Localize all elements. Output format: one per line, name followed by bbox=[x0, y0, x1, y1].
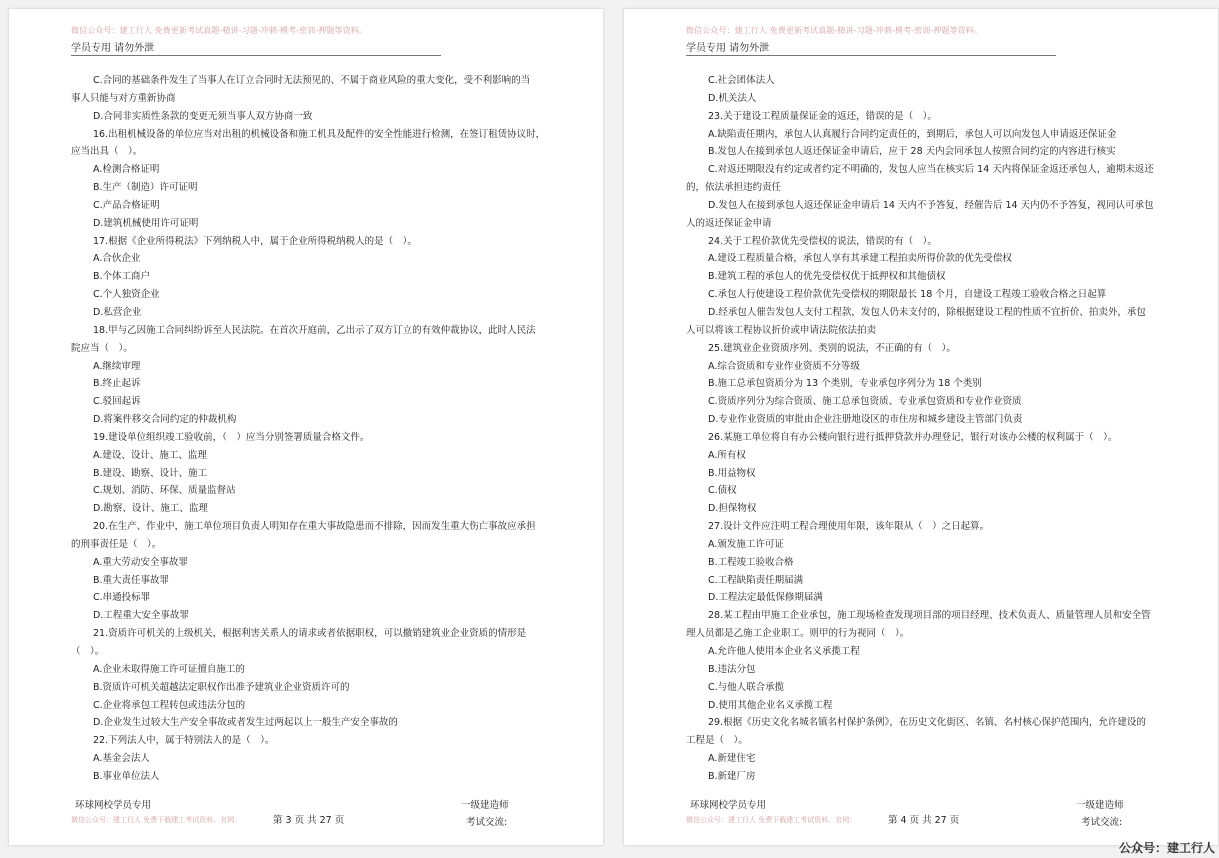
footer-exam-exchange: 考试交流: bbox=[1081, 817, 1123, 828]
answer-option: B.事业单位法人 bbox=[93, 770, 160, 782]
answer-option: A.新建住宅 bbox=[708, 753, 756, 765]
text-continuation: 理人员都是乙施工企业职工。则甲的行为视同（ ）。 bbox=[686, 628, 910, 640]
page-header: 学员专用 请勿外泄 bbox=[71, 39, 441, 56]
footer-school: 环球网校学员专用 bbox=[690, 800, 767, 811]
page-number: 第 4 页 共 27 页 bbox=[888, 815, 960, 826]
text-continuation: 的，依法承担违约责任 bbox=[686, 182, 782, 194]
answer-option: C.合同的基础条件发生了当事人在订立合同时无法预见的、不属于商业风险的重大变化，受不利影响的当 bbox=[93, 75, 531, 86]
answer-option: C.与他人联合承揽 bbox=[708, 681, 785, 693]
answer-option: A.建设工程质量合格，承包人享有其承建工程拍卖所得价款的优先受偿权 bbox=[708, 253, 1012, 265]
answer-option: B.施工总承包资质分为 13 个类别，专业承包序列分为 18 个类别 bbox=[708, 378, 982, 390]
answer-option: C.工程缺陷责任期届满 bbox=[708, 574, 804, 586]
answer-option: C.承包人行使建设工程价款优先受偿权的期限最长 18 个月，自建设工程竣工验收合格之日起算 bbox=[708, 289, 1107, 301]
footer-school: 环球网校学员专用 bbox=[75, 800, 152, 811]
question-text: 29.根据《历史文化名城名镇名村保护条例》，在历史文化街区、名镇、名村核心保护范围内，允许建设的 bbox=[708, 717, 1146, 729]
answer-option: A.重大劳动安全事故罪 bbox=[93, 556, 188, 568]
footer-exam-title: 一级建造师 bbox=[1076, 800, 1124, 811]
answer-option: D.建筑机械使用许可证明 bbox=[93, 217, 199, 229]
page-content bbox=[71, 72, 561, 786]
answer-option: B.生产（制造）许可证明 bbox=[93, 182, 198, 194]
answer-option: C.资质序列分为综合资质、施工总承包资质、专业承包资质和专业作业资质 bbox=[708, 396, 1022, 408]
footer-exam-title: 一级建造师 bbox=[461, 800, 509, 811]
question-text: 17.根据《企业所得税法》下列纳税人中，属于企业所得税纳税人的是（ ）。 bbox=[93, 235, 417, 247]
answer-option: C.债权 bbox=[708, 485, 737, 497]
answer-option: D.经承包人催告发包人支付工程款，发包人仍未支付的，除根据建设工程的性质不宜折价、拍卖外，承包 bbox=[708, 306, 1146, 318]
footer-watermark: 微信公众号：建工行人 免费下载建工考试资料。官网： bbox=[71, 816, 242, 824]
answer-option: C.串通投标罪 bbox=[93, 592, 151, 604]
question-text: 25.建筑业企业资质序列、类别的说法，不正确的有（ ）。 bbox=[708, 342, 956, 354]
answer-option: D.使用其他企业名义承揽工程 bbox=[708, 699, 833, 711]
answer-option: A.检测合格证明 bbox=[93, 164, 160, 176]
answer-option: D.勘察、设计、施工、监理 bbox=[93, 503, 208, 515]
answer-option: D.担保物权 bbox=[708, 503, 757, 515]
question-text: 20.在生产、作业中，施工单位项目负责人明知存在重大事故隐患而不排除，因而发生重大伤亡事故应承担 bbox=[93, 521, 536, 533]
answer-option: B.终止起诉 bbox=[93, 378, 141, 390]
text-continuation: 事人只能与对方重新协商 bbox=[71, 92, 176, 104]
answer-option: D.机关法人 bbox=[708, 92, 757, 104]
top-watermark: 微信公众号：建工行人 免费更新考试真题-精讲-习题-冲刺-模考-密训-押题等资料。 bbox=[686, 26, 982, 35]
answer-option: A.继续审理 bbox=[93, 360, 141, 372]
answer-option: B.建筑工程的承包人的优先受偿权优于抵押权和其他债权 bbox=[708, 271, 946, 283]
question-text: 19.建设单位组织竣工验收前，（ ）应当分别签署质量合格文件。 bbox=[93, 431, 370, 443]
answer-option: D.私营企业 bbox=[93, 306, 142, 318]
answer-option: B.用益物权 bbox=[708, 467, 756, 479]
page-number: 第 3 页 共 27 页 bbox=[273, 815, 345, 826]
answer-option: C.社会团体法人 bbox=[708, 75, 775, 86]
answer-option: D.将案件移交合同约定的仲裁机构 bbox=[93, 414, 237, 426]
answer-option: C.对返还期限没有约定或者约定不明确的，发包人应当在核实后 14 天内将保证金返还承包人，逾期未返还 bbox=[708, 164, 1154, 176]
answer-option: C.个人独资企业 bbox=[93, 289, 160, 301]
text-continuation: （ ）。 bbox=[71, 646, 105, 657]
answer-option: D.企业发生过较大生产安全事故或者发生过两起以上一般生产安全事故的 bbox=[93, 717, 398, 729]
answer-option: D.专业作业资质的审批由企业注册地设区的市住房和城乡建设主管部门负责 bbox=[708, 414, 1023, 426]
corner-watermark: 公众号：建工行人 bbox=[1118, 841, 1215, 855]
page-header: 学员专用 请勿外泄 bbox=[686, 39, 1056, 56]
question-text: 21.资质许可机关的上级机关，根据利害关系人的请求或者依据职权，可以撤销建筑业企业资质的情形是 bbox=[93, 628, 527, 640]
answer-option: B.重大责任事故罪 bbox=[93, 574, 170, 586]
answer-option: C.产品合格证明 bbox=[93, 199, 160, 211]
question-text: 16.出租机械设备的单位应当对出租的机械设备和施工机具及配件的安全性能进行检测，在签订租赁协议时， bbox=[93, 128, 546, 140]
answer-option: D.发包人在接到承包人返还保证金申请后 14 天内不予答复，经催告后 14 天内仍不予答复，视同认可承包 bbox=[708, 199, 1154, 211]
answer-option: B.个体工商户 bbox=[93, 271, 151, 283]
page-content bbox=[686, 72, 1176, 786]
answer-option: B.新建厂房 bbox=[708, 770, 756, 782]
answer-option: B.发包人在接到承包人返还保证金申请后，应于 28 天内会同承包人按照合同约定的内容进行核实 bbox=[708, 146, 1116, 158]
answer-option: B.违法分包 bbox=[708, 663, 756, 675]
answer-option: B.资质许可机关超越法定职权作出准予建筑业企业资质许可的 bbox=[93, 681, 350, 693]
answer-option: D.工程重大安全事故罪 bbox=[93, 610, 189, 622]
answer-option: A.允许他人使用本企业名义承揽工程 bbox=[708, 646, 860, 657]
answer-option: B.工程竣工验收合格 bbox=[708, 556, 794, 568]
answer-option: A.缺陷责任期内，承包人认真履行合同约定责任的，到期后，承包人可以向发包人申请返还保证金 bbox=[708, 128, 1117, 140]
question-text: 22.下列法人中，属于特别法人的是（ ）。 bbox=[93, 735, 275, 747]
text-continuation: 应当出具（ ）。 bbox=[71, 146, 143, 158]
question-text: 28.某工程由甲施工企业承包，施工现场检查发现项目部的项目经理、技术负责人、质量管理人员和安全管 bbox=[708, 610, 1151, 622]
answer-option: A.所有权 bbox=[708, 449, 746, 461]
text-continuation: 工程是（ ）。 bbox=[686, 735, 748, 747]
footer-watermark: 微信公众号：建工行人 免费下载建工考试资料。官网： bbox=[686, 816, 857, 824]
document-page-4 bbox=[623, 8, 1219, 846]
question-text: 26.某施工单位将自有办公楼向银行进行抵押贷款并办理登记，银行对该办公楼的权利属于（ ）。 bbox=[708, 431, 1118, 443]
answer-option: A.综合资质和专业作业资质不分等级 bbox=[708, 360, 860, 372]
answer-option: B.建设、勘察、设计、施工 bbox=[93, 467, 208, 479]
text-continuation: 的刑事责任是（ ）。 bbox=[71, 538, 162, 550]
answer-option: D.合同非实质性条款的变更无须当事人双方协商一致 bbox=[93, 110, 313, 122]
footer-exam-exchange: 考试交流: bbox=[466, 817, 508, 828]
answer-option: A.合伙企业 bbox=[93, 253, 141, 265]
text-continuation: 院应当（ ）。 bbox=[71, 342, 133, 354]
answer-option: A.建设、设计、施工、监理 bbox=[93, 449, 207, 461]
top-watermark: 微信公众号：建工行人 免费更新考试真题-精讲-习题-冲刺-模考-密训-押题等资料。 bbox=[71, 26, 367, 35]
document-page-3 bbox=[8, 8, 604, 846]
question-text: 24.关于工程价款优先受偿权的说法，错误的有（ ）。 bbox=[708, 235, 937, 247]
question-text: 23.关于建设工程质量保证金的返还，错误的是（ ）。 bbox=[708, 110, 937, 122]
answer-option: C.企业将承包工程转包或违法分包的 bbox=[93, 699, 246, 711]
text-continuation: 人可以将该工程协议折价或申请法院依法拍卖 bbox=[686, 324, 877, 336]
answer-option: A.企业未取得施工许可证擅自施工的 bbox=[93, 663, 245, 675]
question-text: 27.设计文件应注明工程合理使用年限，该年限从（ ）之日起算。 bbox=[708, 521, 990, 533]
answer-option: A.基金会法人 bbox=[93, 753, 150, 765]
question-text: 18.甲与乙因施工合同纠纷诉至人民法院。在首次开庭前，乙出示了双方订立的有效仲裁协议，此时人民法 bbox=[93, 324, 536, 336]
text-continuation: 人的返还保证金申请 bbox=[686, 217, 772, 229]
answer-option: C.规划、消防、环保、质量监督站 bbox=[93, 485, 236, 497]
answer-option: A.颁发施工许可证 bbox=[708, 538, 784, 550]
answer-option: C.驳回起诉 bbox=[93, 396, 141, 408]
answer-option: D.工程法定最低保修期届满 bbox=[708, 592, 823, 604]
